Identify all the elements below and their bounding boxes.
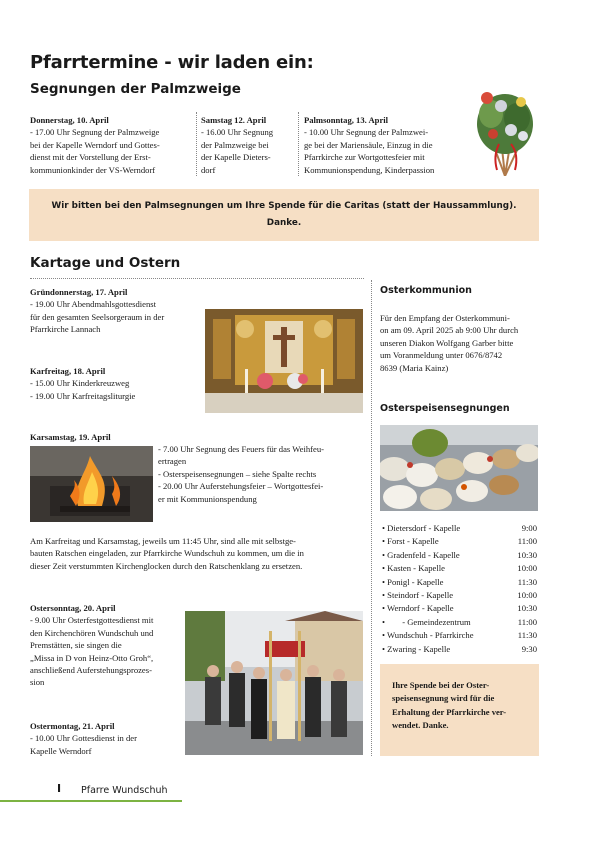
caritas-notice-text: Wir bitten bei den Palmsegnungen um Ihre Spende für die Caritas (statt der Haussammlung). [51, 201, 517, 211]
blessing-place: • - Gemeindezentrum [382, 616, 471, 627]
blessing-time: 10:30 [517, 549, 537, 560]
kommunion-line: Für den Empfang der Osterkommuni- [380, 313, 510, 323]
palm-col-2-line: - 16.00 Uhr Segnung [201, 127, 274, 138]
easter-baskets-image [380, 425, 538, 511]
friday-block [30, 365, 202, 402]
column-separator [196, 112, 197, 176]
palm-heading: Segnungen der Palmzweige [30, 81, 241, 97]
thursday-line: für den gesamten Seelsorgeraum in der [30, 311, 165, 322]
thursday-line: - 19.00 Uhr Abendmahlsgottesdienst [30, 299, 157, 310]
palm-col-1 [30, 114, 198, 176]
blessing-place: • Wundschuh - Pfarrkirche [382, 630, 474, 641]
easter-fire-image [30, 446, 153, 522]
sunday-line: anschließend Auferstehungsprozes- [30, 665, 152, 676]
palm-col-3-line: Pfarrkirche zur Wortgottesfeier mit [304, 152, 425, 163]
column-separator [298, 112, 299, 176]
sunday-line: Premstätten, sie singen die [30, 640, 122, 651]
blessing-place: • Dietersdorf - Kapelle [382, 523, 461, 533]
friday-line: - 19.00 Uhr Karfreitagsliturgie [30, 390, 136, 401]
easter-heading: Kartage und Ostern [30, 255, 181, 271]
palm-col-2-date: Samstag 12. April [201, 115, 267, 125]
palm-col-1-line: bei der Kapelle Werndorf und Gottes- [30, 139, 160, 150]
palm-col-3-line: Kommunionspendung, Kinderpassion [304, 164, 435, 175]
sunday-block [30, 602, 185, 689]
ratschen-line: dieser Zeit verstummten Kirchenglocken durch den Ratschenklang zu ersetzen. [30, 560, 303, 571]
thursday-line: Pfarrkirche Lannach [30, 324, 101, 335]
monday-line: Kapelle Werndorf [30, 745, 92, 756]
palm-col-1-line: dienst mit der Vorstellung der Erst- [30, 152, 151, 163]
publication-name: Pfarre Wundschuh [81, 785, 168, 796]
monday-line: - 10.00 Uhr Gottesdienst in der [30, 733, 137, 744]
palm-col-1-line: - 17.00 Uhr Segnung der Palmzweige [30, 127, 160, 138]
monday-date: Ostermontag, 21. April [30, 721, 115, 731]
saturday-line: ertragen [158, 456, 187, 467]
palm-col-2 [201, 114, 296, 176]
palm-col-3-line: - 10.00 Uhr Segnung der Palmzwei- [304, 127, 429, 138]
friday-line: - 15.00 Uhr Kinderkreuzweg [30, 378, 130, 389]
palm-col-2-line: der Kapelle Dieters- [201, 152, 271, 163]
blessing-item [382, 522, 537, 535]
donation-line: wendet. Danke. [392, 720, 449, 731]
blessing-item [382, 535, 537, 548]
palm-col-1-line: kommunionkinder der VS-Werndorf [30, 164, 156, 175]
palm-col-1-date: Donnerstag, 10. April [30, 115, 109, 125]
blessing-time: 11:30 [517, 576, 537, 587]
kommunion-line: um Voranmeldung unter 0676/8742 [380, 350, 503, 361]
blessing-place: • Kasten - Kapelle [382, 563, 445, 574]
sunday-date: Ostersonntag, 20. April [30, 603, 116, 613]
sunday-line: den Kirchenchören Wundschuh und [30, 627, 154, 638]
saturday-date: Karsamstag, 19. April [30, 432, 111, 442]
saturday-line: - Osterspeisensegnungen – siehe Spalte rechts [158, 468, 317, 479]
blessing-time: 11:00 [517, 536, 537, 547]
kommunion-line: unseren Diakon Wolfgang Garber bitte [380, 337, 514, 348]
donation-line: speisensegnung wird für die [392, 693, 495, 704]
blessing-place: • Zwaring - Kapelle [382, 643, 451, 654]
monday-block [30, 720, 185, 757]
page-title: Pfarrtermine - wir laden ein: [30, 52, 314, 73]
donation-line: Ihre Spende bei der Oster- [392, 680, 490, 690]
blessing-time: 9:00 [521, 523, 537, 533]
saturday-line: er mit Kommunionspendung [158, 493, 257, 504]
ratschen-line: Am Karfreitag und Karsamstag, jeweils um 11:45 Uhr, sind alle mit selbstge- [30, 536, 296, 546]
saturday-line: - 20.00 Uhr Auferstehungsfeier – Wortgottesfei- [158, 481, 324, 492]
saturday-date-block [30, 431, 111, 443]
palm-col-3-line: ge bei der Mariensäule, Einzug in die [304, 139, 433, 150]
blessing-time: 9:30 [521, 643, 537, 654]
footer-rule [0, 800, 182, 802]
blessing-item [382, 643, 537, 656]
palm-col-2-line: dorf [201, 164, 216, 175]
blessing-place: • Gradenfeld - Kapelle [382, 549, 460, 560]
saturday-line: - 7.00 Uhr Segnung des Feuers für das Weihfeu- [158, 444, 324, 454]
blessing-item [382, 576, 537, 589]
blessing-time: 10:00 [517, 563, 537, 574]
speisen-heading: Osterspeisensegnungen [380, 403, 510, 414]
blessing-item [382, 602, 537, 615]
section-divider [30, 278, 364, 279]
caritas-notice [29, 189, 539, 241]
altar-image [205, 309, 363, 413]
kommunion-text [380, 312, 540, 374]
blessing-item [382, 616, 537, 629]
ratschen-line: bauten Ratschen eingeladen, zur Pfarrkirche Wundschuh zu kommen, um die in [30, 548, 304, 559]
palm-col-3-date: Palmsonntag, 13. April [304, 115, 389, 125]
blessing-item [382, 549, 537, 562]
caritas-notice-thanks: Danke. [266, 218, 302, 228]
blessing-place: • Steindorf - Kapelle [382, 590, 454, 601]
blessing-place: • Forst - Kapelle [382, 536, 439, 547]
blessing-time: 11:00 [517, 616, 537, 627]
thursday-date: Gründonnerstag, 17. April [30, 287, 128, 297]
page-number: I [57, 782, 62, 795]
kommunion-line: 8639 (Maria Kainz) [380, 362, 449, 373]
blessing-time: 11:30 [517, 630, 537, 641]
procession-image [185, 611, 363, 755]
blessing-item [382, 629, 537, 642]
donation-box [380, 664, 539, 756]
friday-date: Karfreitag, 18. April [30, 366, 106, 376]
kommunion-heading: Osterkommunion [380, 285, 472, 296]
thursday-block [30, 286, 202, 336]
palm-col-3 [304, 114, 464, 176]
saturday-block [158, 443, 358, 505]
blessing-item [382, 589, 537, 602]
sunday-line: „Missa in D von Heinz-Otto Groh“, [30, 652, 154, 663]
blessing-time: 10:00 [517, 590, 537, 601]
palm-col-2-line: der Palmzweige bei [201, 139, 269, 150]
blessing-list [382, 522, 537, 656]
palm-bouquet-image [471, 84, 539, 176]
donation-line: Erhaltung der Pfarrkirche ver- [392, 706, 507, 717]
blessing-place: • Ponigl - Kapelle [382, 576, 444, 587]
kommunion-line: on am 09. April 2025 ab 9:00 Uhr durch [380, 325, 519, 336]
blessing-item [382, 562, 537, 575]
ratschen-paragraph [30, 535, 364, 572]
blessing-time: 10:30 [517, 603, 537, 614]
sunday-line: sion [30, 677, 45, 688]
sidebar-separator [371, 280, 372, 756]
blessing-place: • Werndorf - Kapelle [382, 603, 454, 614]
sunday-line: - 9.00 Uhr Osterfestgottesdienst mit [30, 615, 154, 626]
